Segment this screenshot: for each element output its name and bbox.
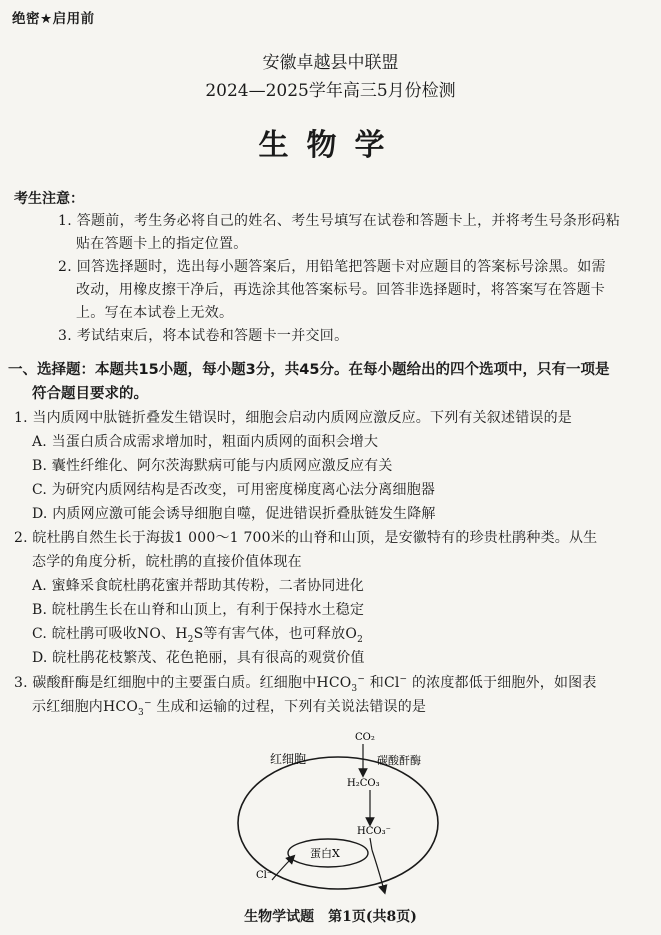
arrow-hco3-down <box>370 838 372 850</box>
q1-option-d: D. 内质网应激可能会诱导细胞自噬，促进错误折叠肽链发生降解 <box>32 506 436 522</box>
red-blood-cell-diagram <box>0 720 661 900</box>
organization-title: 安徽卓越县中联盟 <box>262 53 399 73</box>
h2co3-label: H₂CO₃ <box>347 778 380 789</box>
notice-title: 考生注意： <box>14 191 84 207</box>
question-2-stem-cont: 态学的角度分析，皖杜鹃的直接价值体现在 <box>32 554 302 570</box>
exam-title: 2024—2025学年高三5月份检测 <box>205 81 456 101</box>
q1-option-b: B. 囊性纤维化、阿尔茨海默病可能与内质网应激反应有关 <box>32 458 393 474</box>
cell-label: 红细胞 <box>270 752 307 766</box>
q2-option-b: B. 皖杜鹃生长在山脊和山顶上，有利于保持水土稳定 <box>32 602 365 618</box>
hco3-label: HCO₃⁻ <box>357 826 391 837</box>
notice-line: 改动，用橡皮擦干净后，再选涂其他答案标号。回答非选择题时，将答案写在答题卡 <box>76 282 606 298</box>
secret-mark: 绝密★启用前 <box>12 11 95 27</box>
q2-option-c: C. 皖杜鹃可吸收NO、$H_2S$等有害气体，也可释放$O_2$ <box>32 626 363 645</box>
notice-line: 3. 考试结束后，将本试卷和答题卡一并交回。 <box>58 328 349 344</box>
question-3-stem: 3. 碳酸酐酶是红细胞中的主要蛋白质。红细胞中$HCO_3^-$ 和Cl− 的浓度都低于细胞外，如图表 <box>14 674 597 694</box>
cl-label: Cl⁻ <box>256 870 273 881</box>
q2-option-a: A. 蜜蜂采食皖杜鹃花蜜并帮助其传粉，二者协同进化 <box>32 578 365 594</box>
notice-line: 2. 回答选择题时，选出每小题答案后，用铅笔把答题卡对应题目的答案标号涂黑。如需 <box>58 259 606 275</box>
section-heading: 一、选择题：本题共15小题，每小题3分，共45分。在每小题给出的四个选项中，只有一项是 <box>8 362 610 378</box>
section-heading-cont: 符合题目要求的。 <box>32 386 148 402</box>
enzyme-label: 碳酸酐酶 <box>377 754 421 767</box>
notice-line: 上。写在本试卷上无效。 <box>76 305 234 321</box>
page-footer: 生物学试题 第1页(共8页) <box>244 909 417 925</box>
question-1-stem: 1. 当内质网中肽链折叠发生错误时，细胞会启动内质网应激反应。下列有关叙述错误的是 <box>14 410 573 426</box>
q1-option-a: A. 当蛋白质合成需求增加时，粗面内质网的面积会增大 <box>32 434 379 450</box>
protein-x-label: 蛋白X <box>310 847 340 860</box>
arrow-cl-in <box>272 858 292 880</box>
question-3-stem-cont: 示红细胞内$HCO_3^-$ 生成和运输的过程，下列有关说法错误的是 <box>32 698 427 718</box>
q2-option-d: D. 皖杜鹃花枝繁茂、花色艳丽，具有很高的观赏价值 <box>32 650 365 666</box>
notice-line: 1. 答题前，考生务必将自己的姓名、考生号填写在试卷和答题卡上，并将考生号条形码粘 <box>58 213 621 229</box>
subject-title: 生物学 <box>258 128 403 163</box>
notice-line: 贴在答题卡上的指定位置。 <box>76 236 248 252</box>
question-2-stem: 2. 皖杜鹃自然生长于海拔1 000～1 700米的山脊和山顶，是安徽特有的珍贵杜鹃种类。从生 <box>14 530 598 546</box>
co2-label: CO₂ <box>355 732 375 743</box>
q1-option-c: C. 为研究内质网结构是否改变，可用密度梯度离心法分离细胞器 <box>32 482 436 498</box>
